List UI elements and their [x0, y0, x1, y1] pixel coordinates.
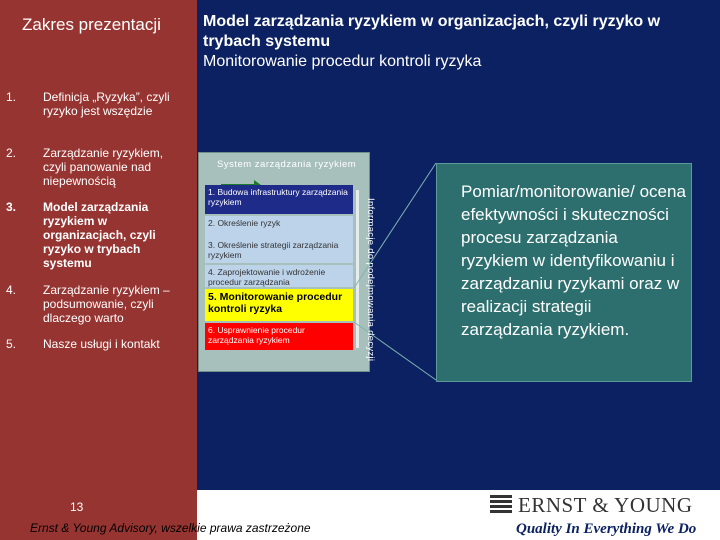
agenda-item-label: Nasze usługi i kontakt [43, 337, 160, 351]
connector-line-bottom [354, 322, 436, 380]
agenda-item-number: 4. [6, 283, 17, 297]
agenda-item-number: 1. [6, 90, 17, 104]
brand-tagline: Quality In Everything We Do [516, 521, 697, 537]
ernst-young-logo [490, 493, 710, 517]
connector-line-top [354, 163, 436, 288]
monitoring-callout [436, 163, 692, 382]
diagram-step-6: 6. Usprawnienie procedur zarządzania ryzykiem [205, 323, 353, 350]
slide-subheading: Monitorowanie procedur kontroli ryzyka [203, 53, 482, 70]
page-number: 13 [70, 500, 84, 514]
agenda-item-number: 3. [6, 200, 17, 214]
agenda-item-number: 2. [6, 146, 17, 160]
agenda-item-label: Definicja „Ryzyka”, czyli ryzyko jest wszędzie [43, 90, 170, 118]
copyright-note: Ernst & Young Advisory, wszelkie prawa zastrzeżone [30, 521, 311, 535]
diagram-step-3: 3. Określenie strategii zarządzania ryzykiem [205, 238, 353, 263]
decision-info-text: Informacje do podejmowania decyzji [365, 198, 376, 362]
agenda-title: Zakres prezentacji [22, 15, 161, 34]
system-label: System zarządzania ryzykiem [217, 159, 357, 170]
agenda-item-label: Zarządzanie ryzykiem – podsumowanie, czyli dlaczego warto [43, 283, 170, 325]
diagram-step-5-highlighted: 5. Monitorowanie procedur kontroli ryzyka [205, 289, 353, 321]
ey-logo-icon [490, 495, 512, 515]
agenda-item-number: 5. [6, 337, 17, 351]
callout-text: Pomiar/monitorowanie/ ocena efektywności i skuteczności procesu zarządzania ryzykiem w identyfikowaniu i zarządzaniu ryzykami oraz w realizacji strategii zarządzania ryzykiem. [461, 182, 686, 339]
brand-name: ERNST & YOUNG [518, 493, 693, 517]
agenda-item-label: Model zarządzania ryzykiem w organizacjach, czyli ryzyko w trybach systemu [43, 200, 156, 270]
agenda-item-label: Zarządzanie ryzykiem, czyli panowanie nad niepewnością [43, 146, 164, 188]
diagram-step-4: 4. Zaprojektowanie i wdrożenie procedur zarządzania [205, 265, 353, 287]
slide-heading: Model zarządzania ryzykiem w organizacjach, czyli ryzyko w trybach systemu [203, 13, 661, 50]
diagram-step-2: 2. Określenie ryzyk [205, 216, 353, 238]
diagram-step-1: 1. Budowa infrastruktury zarządzania ryzykiem [205, 185, 353, 214]
